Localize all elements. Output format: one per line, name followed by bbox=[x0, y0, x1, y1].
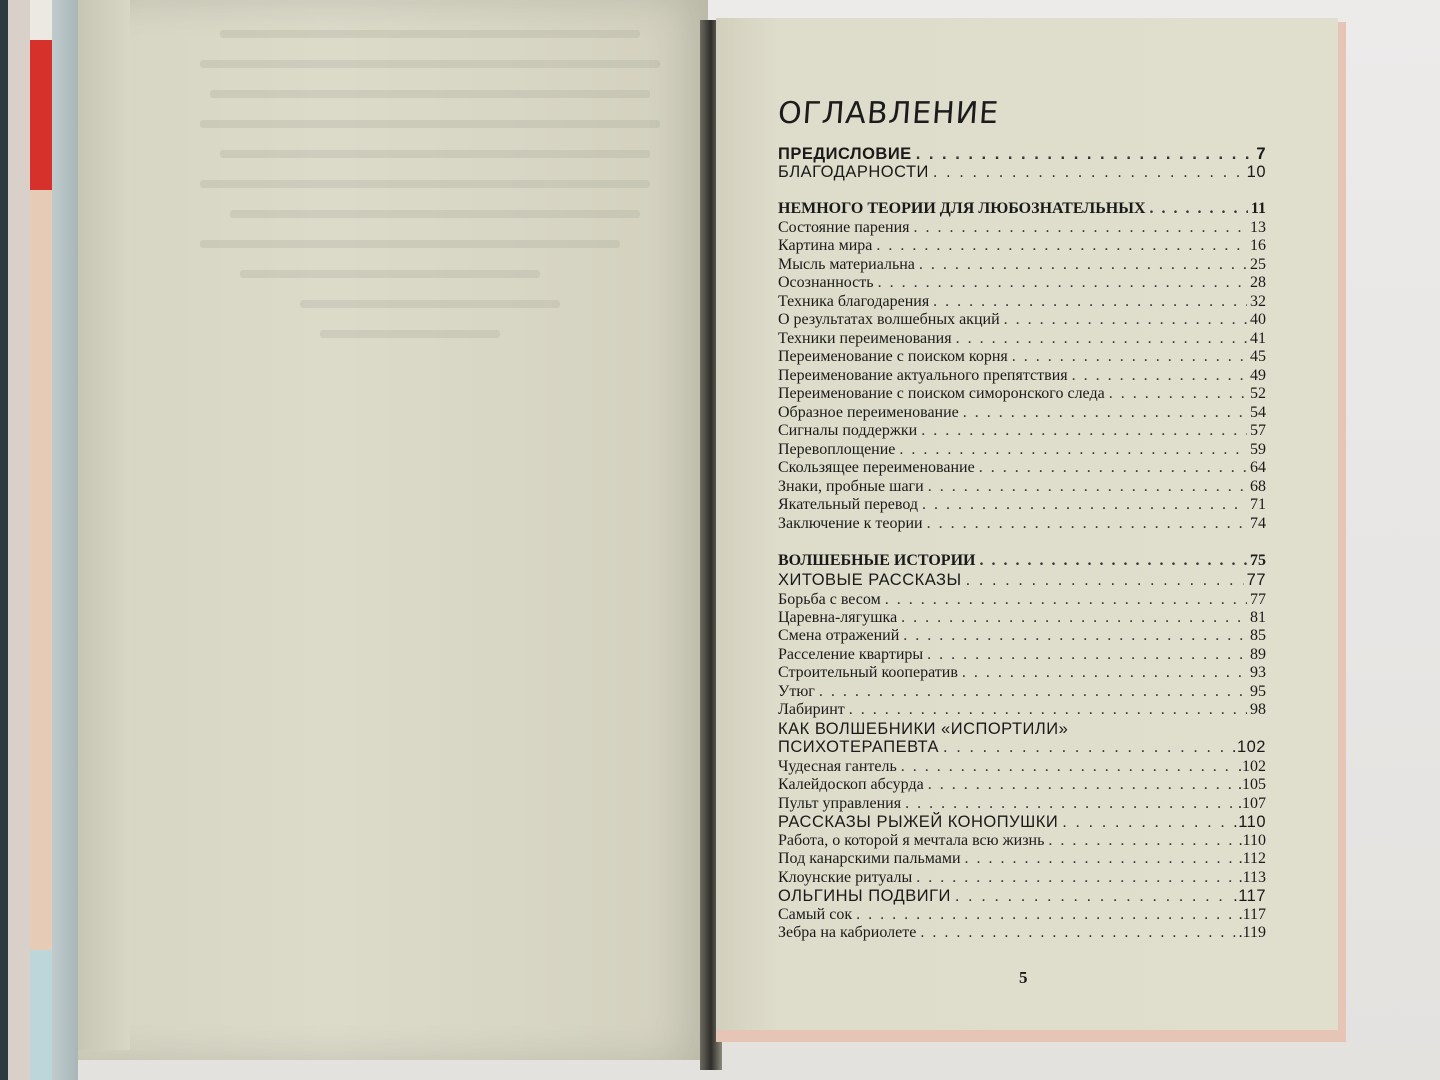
toc-leader-dots bbox=[1012, 348, 1247, 366]
toc-entry-label: Лабиринт bbox=[778, 701, 845, 718]
toc-entry-page: 77 bbox=[1246, 571, 1266, 589]
toc-leader-dots bbox=[920, 924, 1235, 942]
toc-entry-label: ХИТОВЫЕ РАССКАЗЫ bbox=[778, 571, 962, 589]
toc-leader-dots bbox=[903, 627, 1247, 645]
toc-entry bbox=[778, 758, 1266, 778]
toc-entry-label: Смена отражений bbox=[778, 627, 900, 644]
toc-entry-label: Якательный перевод bbox=[778, 496, 919, 513]
toc-entry-label: Заключение к теории bbox=[778, 515, 923, 532]
toc-entry-page: 49 bbox=[1250, 367, 1266, 384]
cover-stripe-peach bbox=[30, 190, 52, 950]
page-number: 5 bbox=[1019, 968, 1028, 987]
toc-entry-page: .107 bbox=[1238, 795, 1266, 812]
toc-entry-page: 41 bbox=[1250, 330, 1266, 347]
toc-leader-dots bbox=[901, 609, 1247, 627]
toc-title: ОГЛАВЛЕНИЕ bbox=[776, 96, 1001, 131]
toc-entry bbox=[778, 367, 1266, 387]
toc-entry-page: 57 bbox=[1250, 422, 1266, 439]
left-page-bleed-through bbox=[200, 20, 680, 360]
toc-entry bbox=[778, 795, 1266, 815]
toc-entry bbox=[778, 163, 1266, 183]
toc-entry-page: .117 bbox=[1238, 906, 1266, 923]
toc-entry bbox=[778, 627, 1266, 647]
toc-leader-dots bbox=[905, 795, 1235, 813]
toc-entry bbox=[778, 237, 1266, 257]
toc-leader-dots bbox=[922, 496, 1247, 514]
toc-entry bbox=[778, 274, 1266, 294]
toc-leader-dots bbox=[878, 274, 1247, 292]
toc-entry bbox=[778, 145, 1266, 165]
toc-entry-page: 25 bbox=[1250, 256, 1266, 273]
toc-entry-label: Расселение квартиры bbox=[778, 646, 924, 663]
toc-entry bbox=[778, 832, 1266, 852]
toc-entry bbox=[778, 385, 1266, 405]
toc-entry-page: 95 bbox=[1250, 683, 1266, 700]
toc-entry-page: 85 bbox=[1250, 627, 1266, 644]
toc-entry-page: .105 bbox=[1238, 776, 1266, 793]
toc-leader-dots bbox=[849, 701, 1247, 719]
toc-entry bbox=[778, 720, 1266, 740]
toc-leader-dots bbox=[956, 330, 1247, 348]
toc-entry bbox=[778, 293, 1266, 313]
toc-leader-dots bbox=[963, 404, 1247, 422]
toc-entry bbox=[778, 219, 1266, 239]
toc-leader-dots bbox=[1004, 311, 1247, 329]
toc-entry bbox=[778, 404, 1266, 424]
toc-entry bbox=[778, 552, 1266, 572]
toc-entry-page: 54 bbox=[1250, 404, 1266, 421]
toc-entry bbox=[778, 701, 1266, 721]
toc-entry-label: Переименование актуального препятствия bbox=[778, 367, 1068, 384]
cover-board bbox=[52, 0, 78, 1080]
toc-leader-dots bbox=[1062, 813, 1230, 832]
toc-entry bbox=[778, 591, 1266, 611]
toc-entry-page: .110 bbox=[1238, 832, 1266, 849]
toc-leader-dots bbox=[919, 256, 1247, 274]
toc-leader-dots bbox=[927, 515, 1247, 533]
toc-leader-dots bbox=[819, 683, 1247, 701]
toc-entry-label: ВОЛШЕБНЫЕ ИСТОРИИ bbox=[778, 552, 976, 569]
toc-entry-label: Мысль материальна bbox=[778, 256, 915, 273]
toc-entry-label: Переименование с поиском корня bbox=[778, 348, 1008, 365]
toc-entry-page: 89 bbox=[1250, 646, 1266, 663]
toc-entry-page: 10 bbox=[1246, 163, 1266, 181]
toc-leader-dots bbox=[899, 441, 1247, 459]
toc-entry-page: .110 bbox=[1233, 813, 1266, 831]
toc-entry bbox=[778, 850, 1266, 870]
toc-leader-dots bbox=[1072, 367, 1247, 385]
toc-entry-label: Под канарскими пальмами bbox=[778, 850, 961, 867]
toc-entry-page: 28 bbox=[1250, 274, 1266, 291]
toc-entry-label: Перевоплощение bbox=[778, 441, 896, 458]
toc-entry bbox=[778, 348, 1266, 368]
toc-entry-label: Техники переименования bbox=[778, 330, 952, 347]
toc-leader-dots bbox=[916, 145, 1254, 164]
cover-stripe-red bbox=[30, 40, 52, 190]
toc-leader-dots bbox=[955, 887, 1230, 906]
toc-entry-page: 32 bbox=[1250, 293, 1266, 310]
toc-entry bbox=[778, 571, 1266, 591]
toc-entry-label: Картина мира bbox=[778, 237, 873, 254]
toc-entry-page: 11 bbox=[1250, 200, 1266, 217]
toc-entry-label: Чудесная гантель bbox=[778, 758, 897, 775]
toc-leader-dots bbox=[928, 478, 1247, 496]
toc-entry-label: КАК ВОЛШЕБНИКИ «ИСПОРТИЛИ» bbox=[778, 720, 1069, 738]
toc-entry bbox=[778, 646, 1266, 666]
toc-entry bbox=[778, 515, 1266, 535]
toc-leader-dots bbox=[933, 163, 1244, 182]
toc-leader-dots bbox=[1048, 832, 1235, 850]
toc-entry-label: Калейдоскоп абсурда bbox=[778, 776, 924, 793]
toc-entry-label: БЛАГОДАРНОСТИ bbox=[778, 163, 929, 181]
toc-leader-dots bbox=[885, 591, 1247, 609]
toc-entry-label: Образное переименование bbox=[778, 404, 959, 421]
toc-entry-page: 64 bbox=[1250, 459, 1266, 476]
toc-entry bbox=[778, 887, 1266, 907]
toc-entry bbox=[778, 478, 1266, 498]
toc-entry bbox=[778, 664, 1266, 684]
toc-entry-label: Самый сок bbox=[778, 906, 853, 923]
toc-leader-dots bbox=[927, 646, 1247, 664]
toc-entry-label: О результатах волшебных акций bbox=[778, 311, 1000, 328]
toc-entry-label: Работа, о которой я мечтала всю жизнь bbox=[778, 832, 1045, 849]
toc-leader-dots bbox=[876, 237, 1247, 255]
toc-entry-page: 68 bbox=[1250, 478, 1266, 495]
toc-leader-dots bbox=[1109, 385, 1247, 403]
toc-entry-label: Царевна-лягушка bbox=[778, 609, 898, 626]
toc-leader-dots bbox=[966, 571, 1244, 590]
toc-leader-dots bbox=[921, 422, 1247, 440]
toc-entry bbox=[778, 311, 1266, 331]
toc-leader-dots bbox=[901, 758, 1235, 776]
toc-leader-dots bbox=[933, 293, 1247, 311]
toc-leader-dots bbox=[962, 664, 1247, 682]
toc-entry-page: .117 bbox=[1233, 887, 1266, 905]
toc-entry-label: ПРЕДИСЛОВИЕ bbox=[778, 145, 912, 163]
toc-entry-label: Борьба с весом bbox=[778, 591, 881, 608]
toc-entry-label: РАССКАЗЫ РЫЖЕЙ КОНОПУШКИ bbox=[778, 813, 1059, 831]
toc-entry-page: 59 bbox=[1250, 441, 1266, 458]
toc-entry-label: Клоунские ритуалы bbox=[778, 869, 913, 886]
toc-entry-label: Пульт управления bbox=[778, 795, 902, 812]
toc-entry-label: ПСИХОТЕРАПЕВТА bbox=[778, 738, 940, 756]
toc-entry-page: 75 bbox=[1250, 552, 1266, 569]
toc-entry-label: Переименование с поиском симоронского следа bbox=[778, 385, 1105, 402]
toc-entry-page: 81 bbox=[1250, 609, 1266, 626]
toc-entry bbox=[778, 200, 1266, 220]
toc-entry-page: 13 bbox=[1250, 219, 1266, 236]
toc-leader-dots bbox=[913, 219, 1247, 237]
toc-entry bbox=[778, 776, 1266, 796]
toc-entry-page: 93 bbox=[1250, 664, 1266, 681]
toc-entry bbox=[778, 422, 1266, 442]
toc-entry-page: 45 bbox=[1250, 348, 1266, 365]
toc-entry-page: 40 bbox=[1250, 311, 1266, 328]
toc-leader-dots bbox=[979, 552, 1247, 570]
toc-entry-label: Сигналы поддержки bbox=[778, 422, 918, 439]
toc-leader-dots bbox=[916, 869, 1235, 887]
toc-entry-label: НЕМНОГО ТЕОРИИ ДЛЯ ЛЮБОЗНАТЕЛЬНЫХ bbox=[778, 200, 1146, 217]
toc-leader-dots bbox=[979, 459, 1247, 477]
toc-entry-page: 98 bbox=[1250, 701, 1266, 718]
toc-leader-dots bbox=[965, 850, 1236, 868]
toc-entry-label: Утюг bbox=[778, 683, 815, 700]
toc-entry-label: Скользящее переименование bbox=[778, 459, 975, 476]
toc-entry bbox=[778, 459, 1266, 479]
toc-entry-page: .119 bbox=[1238, 924, 1266, 941]
toc-entry-page: .113 bbox=[1238, 869, 1266, 886]
toc-leader-dots bbox=[1150, 200, 1248, 218]
toc-entry-label: Состояние парения bbox=[778, 219, 910, 236]
toc-entry bbox=[778, 256, 1266, 276]
toc-entry-label: Строительный кооператив bbox=[778, 664, 958, 681]
toc-entry-label: Осознанность bbox=[778, 274, 874, 291]
cover-stripe bbox=[30, 0, 52, 40]
toc-leader-dots bbox=[856, 906, 1236, 924]
toc-entry-label: Зебра на кабриолете bbox=[778, 924, 917, 941]
toc-entry-page: 16 bbox=[1250, 237, 1266, 254]
toc-entry bbox=[778, 609, 1266, 629]
toc-entry bbox=[778, 869, 1266, 889]
toc-leader-dots bbox=[928, 776, 1235, 794]
toc-entry bbox=[778, 683, 1266, 703]
toc-entry-page: 52 bbox=[1250, 385, 1266, 402]
left-page-edge bbox=[78, 0, 130, 1050]
toc-entry-page: .112 bbox=[1238, 850, 1266, 867]
toc-entry-label: Знаки, пробные шаги bbox=[778, 478, 924, 495]
toc-entry bbox=[778, 496, 1266, 516]
toc-entry-page: .102 bbox=[1238, 758, 1266, 775]
toc-entry bbox=[778, 813, 1266, 833]
toc-entry bbox=[778, 330, 1266, 350]
toc-entry bbox=[778, 738, 1266, 758]
toc-entry-page: 71 bbox=[1250, 496, 1266, 513]
toc-entry bbox=[778, 906, 1266, 926]
toc-leader-dots bbox=[943, 738, 1229, 757]
toc-entry-label: Техника благодарения bbox=[778, 293, 930, 310]
cover-stripe-blue bbox=[30, 950, 52, 1080]
toc-entry-page: 77 bbox=[1250, 591, 1266, 608]
toc-entry-page: .102 bbox=[1231, 738, 1266, 756]
toc-entry-page: 7 bbox=[1256, 145, 1266, 163]
toc-entry bbox=[778, 924, 1266, 944]
toc-entry bbox=[778, 441, 1266, 461]
toc-entry-page: 74 bbox=[1250, 515, 1266, 532]
toc-entry-label: ОЛЬГИНЫ ПОДВИГИ bbox=[778, 887, 951, 905]
